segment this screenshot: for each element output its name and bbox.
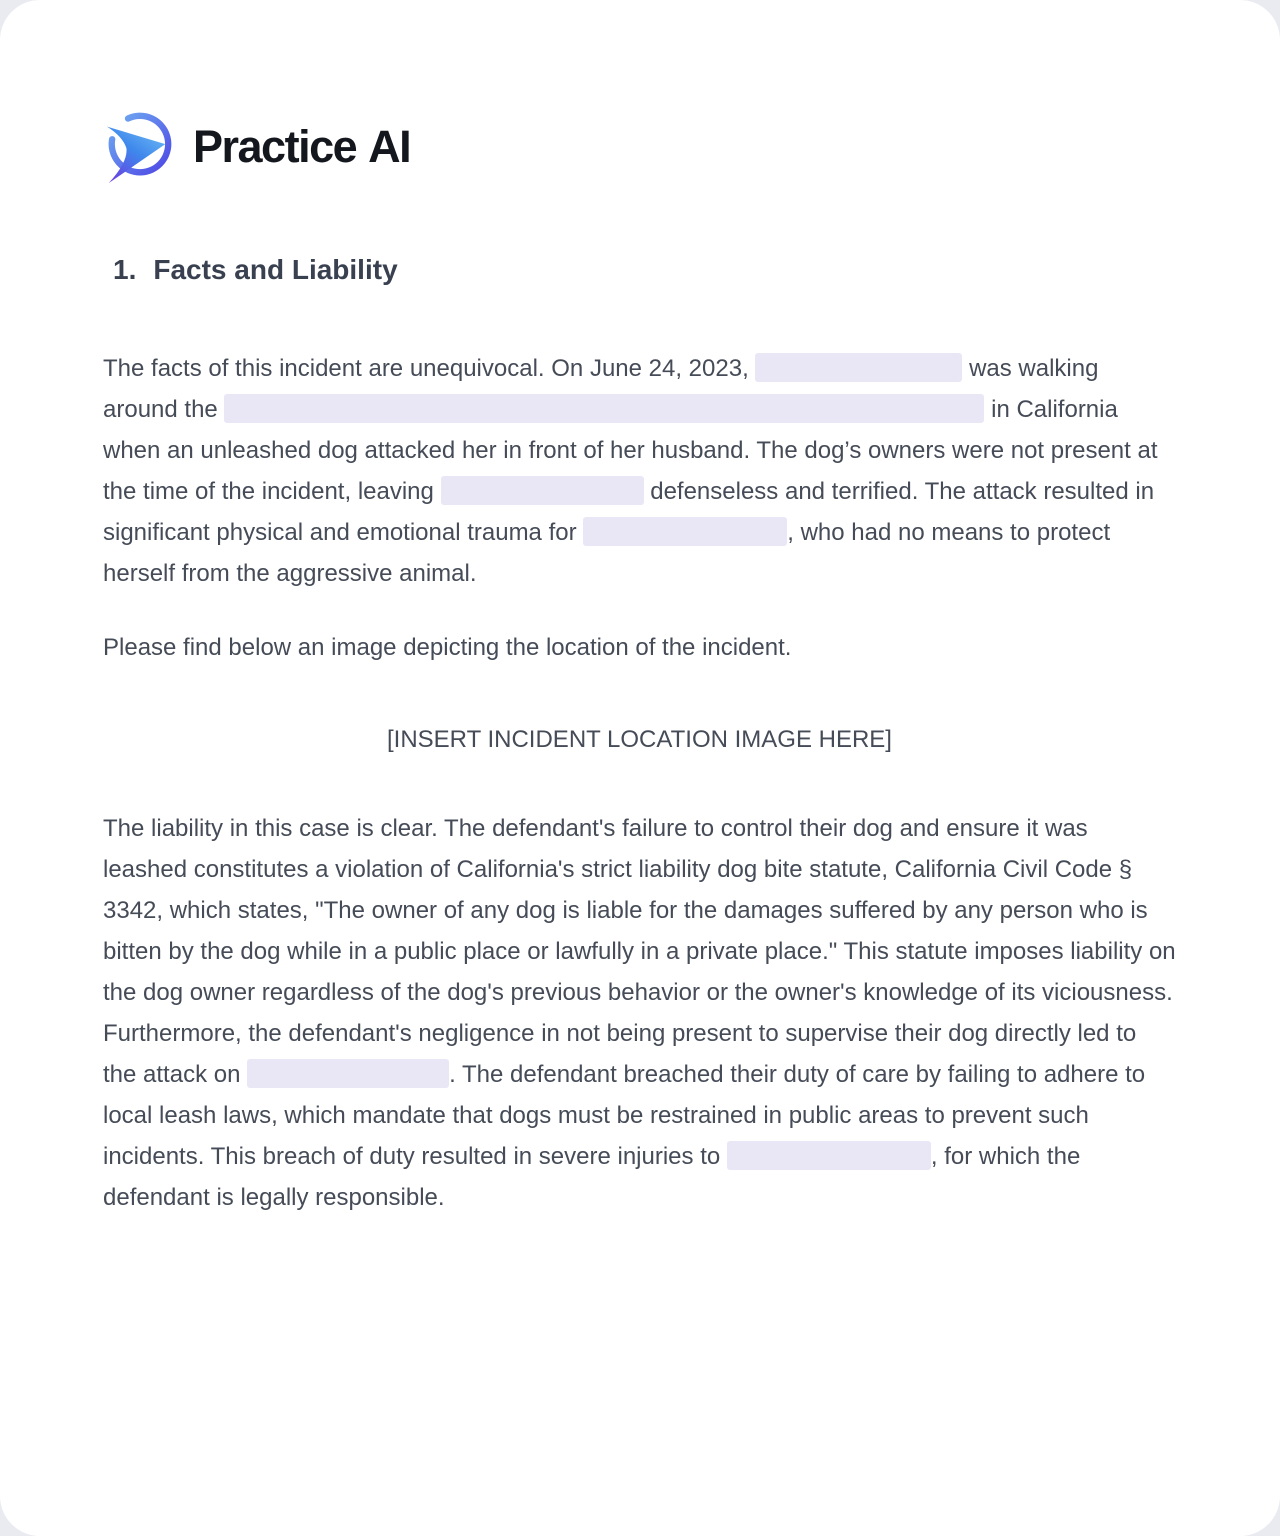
- brand-word-ai: AI: [368, 120, 411, 172]
- section-heading: [103, 253, 1176, 287]
- redacted-text: [583, 517, 787, 546]
- paper-plane-icon: [103, 111, 177, 185]
- liability-paragraph: The liability in this case is clear. The defendant's failure to control their dog and ensure it was leashed constitutes a violation of California's strict liability dog bite statute, California Civil Code § 3342, which states, "The owner of any dog is liable for the damages suffered by any person who is bitten by the dog while in a public place or lawfully in a private place." This statute imposes liability on the dog owner regardless of the dog's previous behavior or the owner's knowledge of its viciousness. Furthermore, the defendant's negligence in not being present to supervise their dog directly led to the attack on . The defendant breached their duty of care by failing to adhere to local leash laws, which mandate that dogs must be restrained in public areas to prevent such incidents. This breach of duty resulted in severe injuries to , for which the defendant is legally responsible.: [103, 815, 1176, 1211]
- section-title: Facts and Liability: [153, 254, 398, 285]
- image-placeholder-text: [INSERT INCIDENT LOCATION IMAGE HERE]: [387, 726, 892, 753]
- image-note-paragraph: Please find below an image depicting the location of the incident.: [103, 634, 792, 661]
- redacted-text: [755, 353, 962, 382]
- brand-name: [193, 120, 411, 173]
- redacted-text: [727, 1141, 931, 1170]
- practice-ai-logo: [103, 112, 1176, 184]
- facts-paragraph: The facts of this incident are unequivocal. On June 24, 2023, was walking around the in California when an unleashed dog attacked her in front of her husband. The dog’s owners were not present at the time of the incident, leaving defenseless and terrified. The attack resulted in significant physical and emotional trauma for , who had no means to protect herself from the aggressive animal.: [103, 355, 1158, 587]
- redacted-text: [224, 394, 984, 423]
- redacted-text: [441, 476, 644, 505]
- section-number: 1.: [113, 254, 137, 285]
- brand-word-practice: Practice: [193, 120, 357, 172]
- redacted-text: [247, 1059, 449, 1088]
